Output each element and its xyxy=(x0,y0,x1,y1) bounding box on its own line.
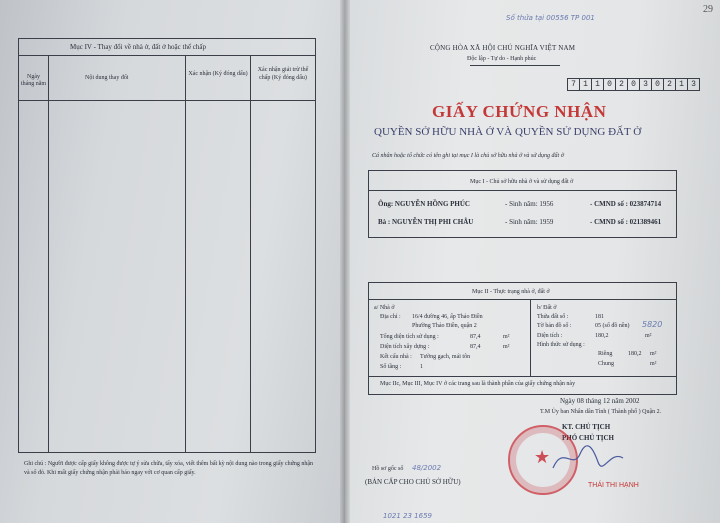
signing-date: Ngày 08 tháng 12 năm 2002 xyxy=(560,397,640,405)
signing-kt: KT. CHỦ TỊCH xyxy=(562,423,611,431)
seal-star-icon: ★ xyxy=(534,447,551,467)
owner-1-id: - CMND số : 023874714 xyxy=(590,200,662,208)
shared-unit: m² xyxy=(650,361,657,367)
map-label: Tờ bản đồ số : xyxy=(537,323,572,329)
address-label: Địa chỉ : xyxy=(380,314,401,320)
record-label: Hồ sơ gốc số xyxy=(372,466,404,472)
usage-area-value: 87,4 xyxy=(470,334,481,340)
land-area-label: Diện tích : xyxy=(537,333,563,339)
floors-value: 1 xyxy=(420,364,423,370)
record-number: 48/2002 xyxy=(412,464,442,472)
private-unit: m² xyxy=(650,351,657,357)
signature-scribble xyxy=(548,440,628,476)
owner-2-id: - CMND số : 021389461 xyxy=(590,218,662,226)
section-2-footnote: Mục IIc, Mục III, Mục IV ở các trang sau là thành phần của giấy chứng nhận này xyxy=(380,381,576,387)
floors-label: Số tầng : xyxy=(380,364,402,370)
build-area-value: 87,4 xyxy=(470,344,481,350)
page-corner-number: 29 xyxy=(703,4,713,15)
copy-note: (BẢN CẤP CHO CHỦ SỞ HỮU) xyxy=(365,478,461,486)
private-label: Riêng xyxy=(598,351,613,357)
certificate-title: GIẤY CHỨNG NHẬN xyxy=(432,102,607,121)
land-area-unit: m² xyxy=(645,333,652,339)
land-heading: b/ Đất ở xyxy=(537,305,557,311)
map-value: 05 (số đồ nền) xyxy=(595,323,630,329)
shared-label: Chung xyxy=(598,361,615,367)
republic-heading: CỘNG HÒA XÃ HỘI CHỦ NGHĨA VIỆT NAM xyxy=(430,44,576,52)
section-2-title: Mục II - Thực trạng nhà ở, đất ở xyxy=(472,289,550,295)
owner-2-name: Bà : NGUYỄN THỊ PHI CHÂU xyxy=(378,218,474,226)
book-spine xyxy=(340,0,350,523)
build-area-unit: m² xyxy=(503,344,510,350)
motto: Độc lập - Tự do - Hạnh phúc xyxy=(467,56,537,62)
certificate-subtitle: QUYỀN SỞ HỮU NHÀ Ở VÀ QUYỀN SỬ DỤNG ĐẤT Ở xyxy=(374,126,642,138)
col-content-header: Nội dung thay đổi xyxy=(85,75,129,81)
usage-area-unit: m² xyxy=(503,334,510,340)
section-1-title: Mục I - Chủ sở hữu nhà ở và sử dụng đất ở xyxy=(470,179,574,185)
structure-label: Kết cấu nhà : xyxy=(380,354,412,360)
bottom-handwritten: 1021 23 1659 xyxy=(383,512,432,520)
owner-2-birth: - Sinh năm: 1959 xyxy=(505,218,554,226)
private-value: 180,2 xyxy=(628,351,642,357)
usage-area-label: Tổng diện tích sử dụng : xyxy=(380,334,439,340)
parcel-label: Thửa đất số : xyxy=(537,314,569,320)
house-heading: a/ Nhà ở xyxy=(374,305,395,311)
col-release-header: Xác nhận giải trừ thế chấp (Ký đóng dấu) xyxy=(257,67,309,81)
owner-1-name: Ông: NGUYỄN HỒNG PHÚC xyxy=(378,200,470,208)
left-note: Ghi chú : Người được cấp giấy không được tự ý sửa chữa, tẩy xóa, viết thêm bất kỳ nội dung nào trong giấy chứng nhận và sổ đỏ. Khi mất giấy chứng nhận phải báo ngay với cơ quan cấp giấy. xyxy=(24,461,314,476)
handwritten-code: Số thửa tại 00556 TP 001 xyxy=(506,14,595,22)
col-confirm-header: Xác nhận (Ký đóng dấu) xyxy=(188,71,248,77)
structure-value: Tường gạch, mái tôn xyxy=(420,354,471,360)
land-area-value: 180,2 xyxy=(595,333,609,339)
col-date-header: Ngày tháng năm xyxy=(20,74,47,87)
signer-name: THÁI THI HẠNH xyxy=(588,482,639,489)
address-line2: Phường Thảo Điền, quận 2 xyxy=(412,323,477,329)
map-handwritten: 5820 xyxy=(642,320,663,329)
parcel-value: 181 xyxy=(595,314,604,320)
address-line1: 16/4 đường 46, ấp Thảo Điền xyxy=(412,314,483,320)
owner-1-birth: - Sinh năm: 1956 xyxy=(505,200,554,208)
signing-authority: T.M Ủy ban Nhân dân Tỉnh ( Thành phố ) Quận 2. xyxy=(540,409,662,415)
section-4-title: Mục IV - Thay đổi về nhà ở, đất ở hoặc thế chấp xyxy=(70,43,207,51)
usage-form-label: Hình thức sử dụng : xyxy=(537,342,585,348)
signing-role: PHÓ CHỦ TỊCH xyxy=(562,434,614,442)
certificate-intro: Cá nhân hoặc tổ chức có tên ghi tại mục I là chủ sở hữu nhà ở và sử dụng đất ở xyxy=(372,153,564,159)
build-area-label: Diện tích xây dựng : xyxy=(380,344,430,350)
